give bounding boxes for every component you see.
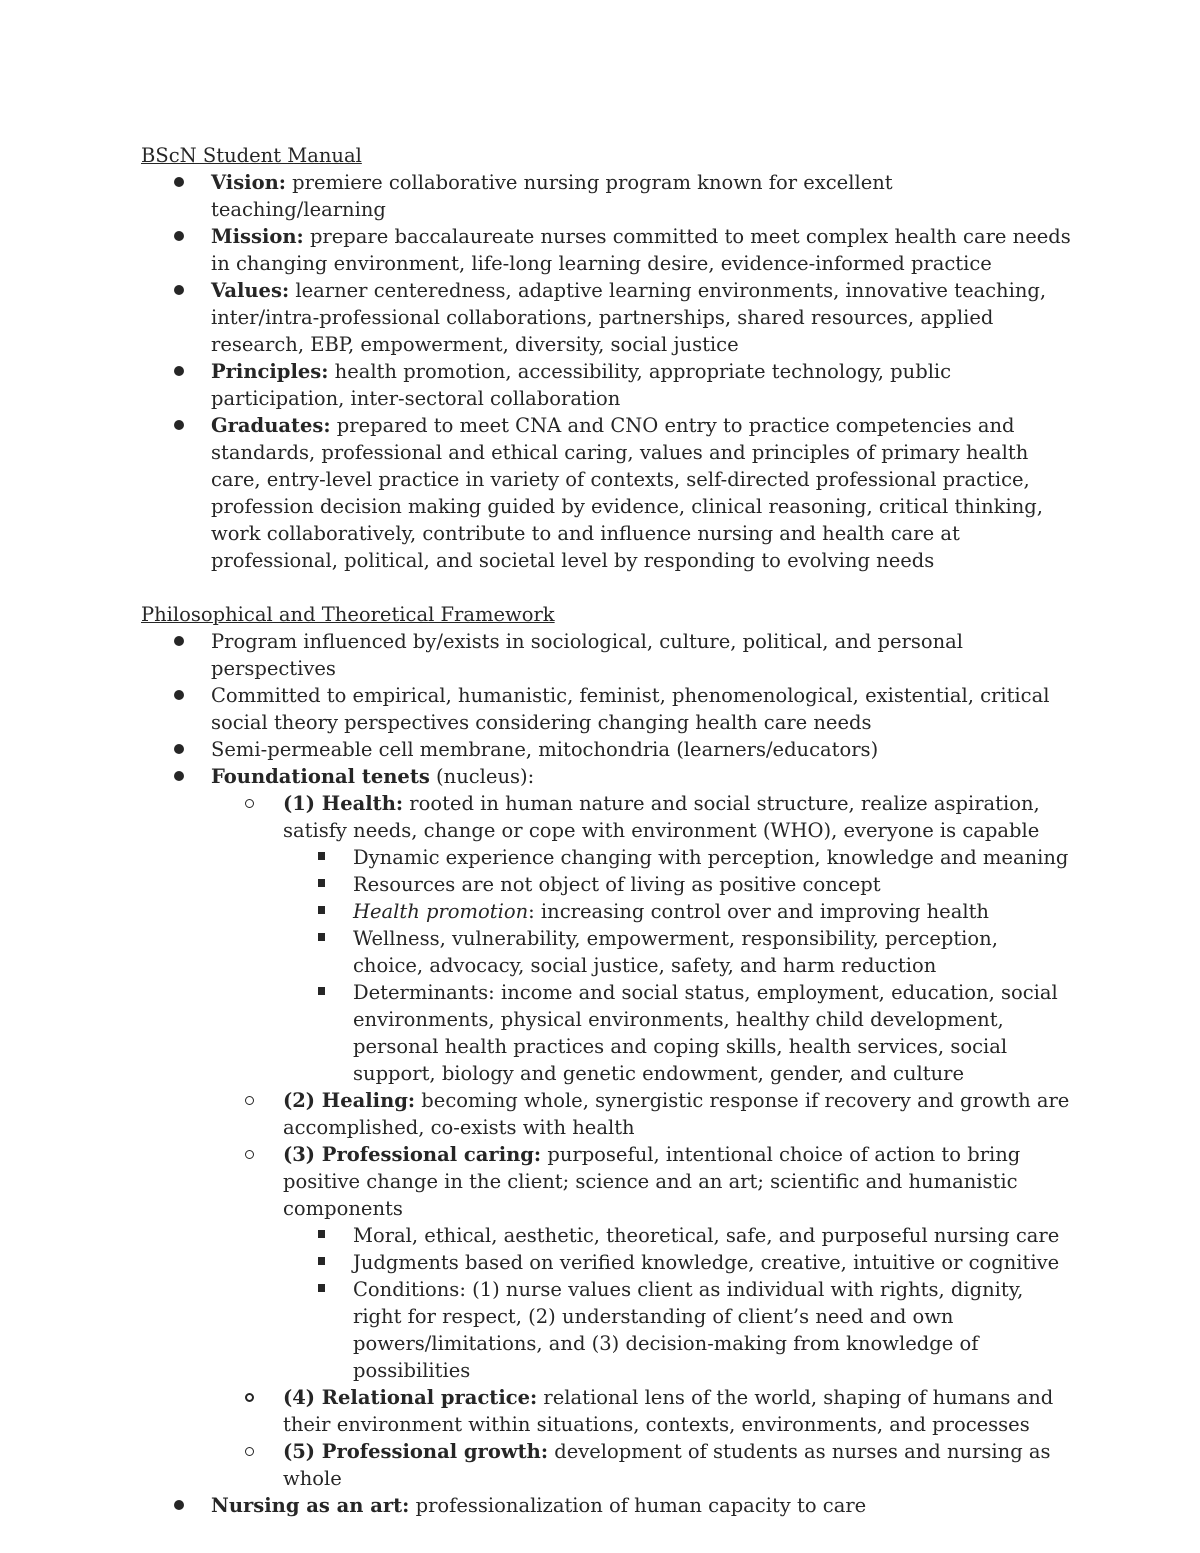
item-text: : increasing control over and improving health — [528, 900, 989, 923]
list-item-principles — [141, 358, 1071, 412]
item-text: prepare baccalaureate nurses committed to meet complex health care needs in changing environment, life-long learning desire, evidence-informed practice — [211, 225, 1071, 275]
item-text: Program influenced by/exists in sociological, culture, political, and personal perspectives — [211, 630, 964, 680]
bullet-dot-icon — [174, 420, 184, 430]
bullet-dot-icon — [174, 366, 184, 376]
tenet-professional-caring — [141, 1141, 1071, 1222]
item-text: Moral, ethical, aesthetic, theoretical, safe, and purposeful nursing care — [353, 1224, 1060, 1247]
bullet-square-icon — [318, 879, 325, 887]
tenet-healing — [141, 1087, 1071, 1141]
item-label: Values: — [211, 279, 290, 302]
item-label: Vision: — [211, 171, 286, 194]
item-label: (4) Relational practice: — [283, 1386, 538, 1409]
item-text: learner centeredness, adaptive learning environments, innovative teaching, inter/intra-professional collaborations, partnerships, shared resources, applied research, EBP, empowerment, diversity, social justice — [211, 279, 1047, 356]
list-item — [141, 871, 1071, 898]
section-spacer — [141, 574, 1071, 601]
caring-sublist — [141, 1222, 1071, 1384]
list-item — [141, 898, 1071, 925]
framework-list — [141, 628, 1071, 790]
list-item — [141, 844, 1071, 871]
tenets-list — [141, 790, 1071, 844]
item-text: development of students as nurses and nursing as whole — [283, 1440, 1051, 1490]
item-label: Foundational tenets — [211, 765, 430, 788]
list-item — [141, 1276, 1071, 1384]
bullet-dot-icon — [174, 177, 184, 187]
tenet-professional-growth — [141, 1438, 1071, 1492]
list-item — [141, 1222, 1071, 1249]
bullet-dot-icon — [174, 1500, 184, 1510]
item-text: Resources are not object of living as positive concept — [353, 873, 881, 896]
list-item — [141, 925, 1071, 979]
item-text: health promotion, accessibility, appropriate technology, public participation, inter-sectoral collaboration — [211, 360, 952, 410]
item-label: Mission: — [211, 225, 304, 248]
bullet-circle-icon — [245, 1393, 254, 1402]
student-manual-list — [141, 169, 1071, 574]
item-emphasis: Health promotion — [353, 900, 529, 923]
item-label: (3) Professional caring: — [283, 1143, 542, 1166]
bullet-circle-icon — [245, 799, 254, 808]
bullet-circle-icon — [245, 1096, 254, 1105]
bullet-square-icon — [318, 1284, 325, 1292]
list-item-graduates — [141, 412, 1071, 574]
bullet-square-icon — [318, 906, 325, 914]
item-text: prepared to meet CNA and CNO entry to practice competencies and standards, professional and ethical caring, values and principles of primary health care, entry-level practice in variety of contexts, self-directed professional practice, profession decision making guided by evidence, clinical reasoning, critical thinking, work collaboratively, contribute to and influence nursing and health care at professional, political, and societal level by responding to evolving needs — [211, 414, 1043, 572]
list-item — [141, 1249, 1071, 1276]
list-item-foundational-tenets — [141, 763, 1071, 790]
item-label: Nursing as an art: — [211, 1494, 410, 1517]
item-text: Determinants: income and social status, employment, education, social environments, physical environments, healthy child development, personal health practices and coping skills, health services, social support, biology and genetic endowment, gender, and culture — [353, 981, 1058, 1085]
bullet-circle-icon — [245, 1150, 254, 1159]
tenet-relational-practice — [141, 1384, 1071, 1438]
item-label: (2) Healing: — [283, 1089, 416, 1112]
framework-list-end — [141, 1492, 1071, 1519]
bullet-dot-icon — [174, 690, 184, 700]
bullet-square-icon — [318, 1257, 325, 1265]
list-item — [141, 682, 1071, 736]
item-label: (1) Health: — [283, 792, 404, 815]
bullet-square-icon — [318, 1230, 325, 1238]
list-item-values — [141, 277, 1071, 358]
list-item-nursing-art — [141, 1492, 1071, 1519]
document-page — [141, 142, 1071, 1519]
item-text: rooted in human nature and social structure, realize aspiration, satisfy needs, change or cope with environment (WHO), everyone is capable — [283, 792, 1040, 842]
bullet-dot-icon — [174, 744, 184, 754]
item-label: Graduates: — [211, 414, 331, 437]
tenet-health — [141, 790, 1071, 844]
tenets-list-continued — [141, 1087, 1071, 1222]
bullet-dot-icon — [174, 636, 184, 646]
bullet-square-icon — [318, 987, 325, 995]
item-text: relational lens of the world, shaping of humans and their environment within situations, contexts, environments, and processes — [283, 1386, 1054, 1436]
list-item — [141, 736, 1071, 763]
bullet-square-icon — [318, 933, 325, 941]
list-item — [141, 979, 1071, 1087]
item-text: (nucleus): — [429, 765, 535, 788]
list-item-vision — [141, 169, 1071, 223]
bullet-circle-icon — [245, 1447, 254, 1456]
item-text: becoming whole, synergistic response if recovery and growth are accomplished, co-exists with health — [283, 1089, 1070, 1139]
item-text: Conditions: (1) nurse values client as individual with rights, dignity, right for respect, (2) understanding of client’s need and own powers/limitations, and (3) decision-making from knowledge of possibilities — [353, 1278, 1024, 1382]
item-text: premiere collaborative nursing program known for excellent teaching/learning — [211, 171, 893, 221]
tenets-list-end — [141, 1384, 1071, 1492]
item-text: Wellness, vulnerability, empowerment, responsibility, perception, choice, advocacy, social justice, safety, and harm reduction — [353, 927, 998, 977]
section-heading-framework: Philosophical and Theoretical Framework — [141, 603, 555, 626]
item-label: (5) Professional growth: — [283, 1440, 549, 1463]
bullet-dot-icon — [174, 285, 184, 295]
item-text: Committed to empirical, humanistic, feminist, phenomenological, existential, critical social theory perspectives considering changing health care needs — [211, 684, 1050, 734]
item-text: Dynamic experience changing with perception, knowledge and meaning — [353, 846, 1069, 869]
section-heading-student-manual: BScN Student Manual — [141, 144, 362, 167]
item-text: purposeful, intentional choice of action to bring positive change in the client; science and an art; scientific and humanistic components — [283, 1143, 1021, 1220]
health-sublist — [141, 844, 1071, 1087]
list-item — [141, 628, 1071, 682]
item-text: Judgments based on verified knowledge, creative, intuitive or cognitive — [353, 1251, 1060, 1274]
item-text: Semi-permeable cell membrane, mitochondria (learners/educators) — [211, 738, 879, 761]
bullet-dot-icon — [174, 771, 184, 781]
item-label: Principles: — [211, 360, 329, 383]
list-item-mission — [141, 223, 1071, 277]
item-text: professionalization of human capacity to care — [409, 1494, 867, 1517]
bullet-square-icon — [318, 852, 325, 860]
bullet-dot-icon — [174, 231, 184, 241]
